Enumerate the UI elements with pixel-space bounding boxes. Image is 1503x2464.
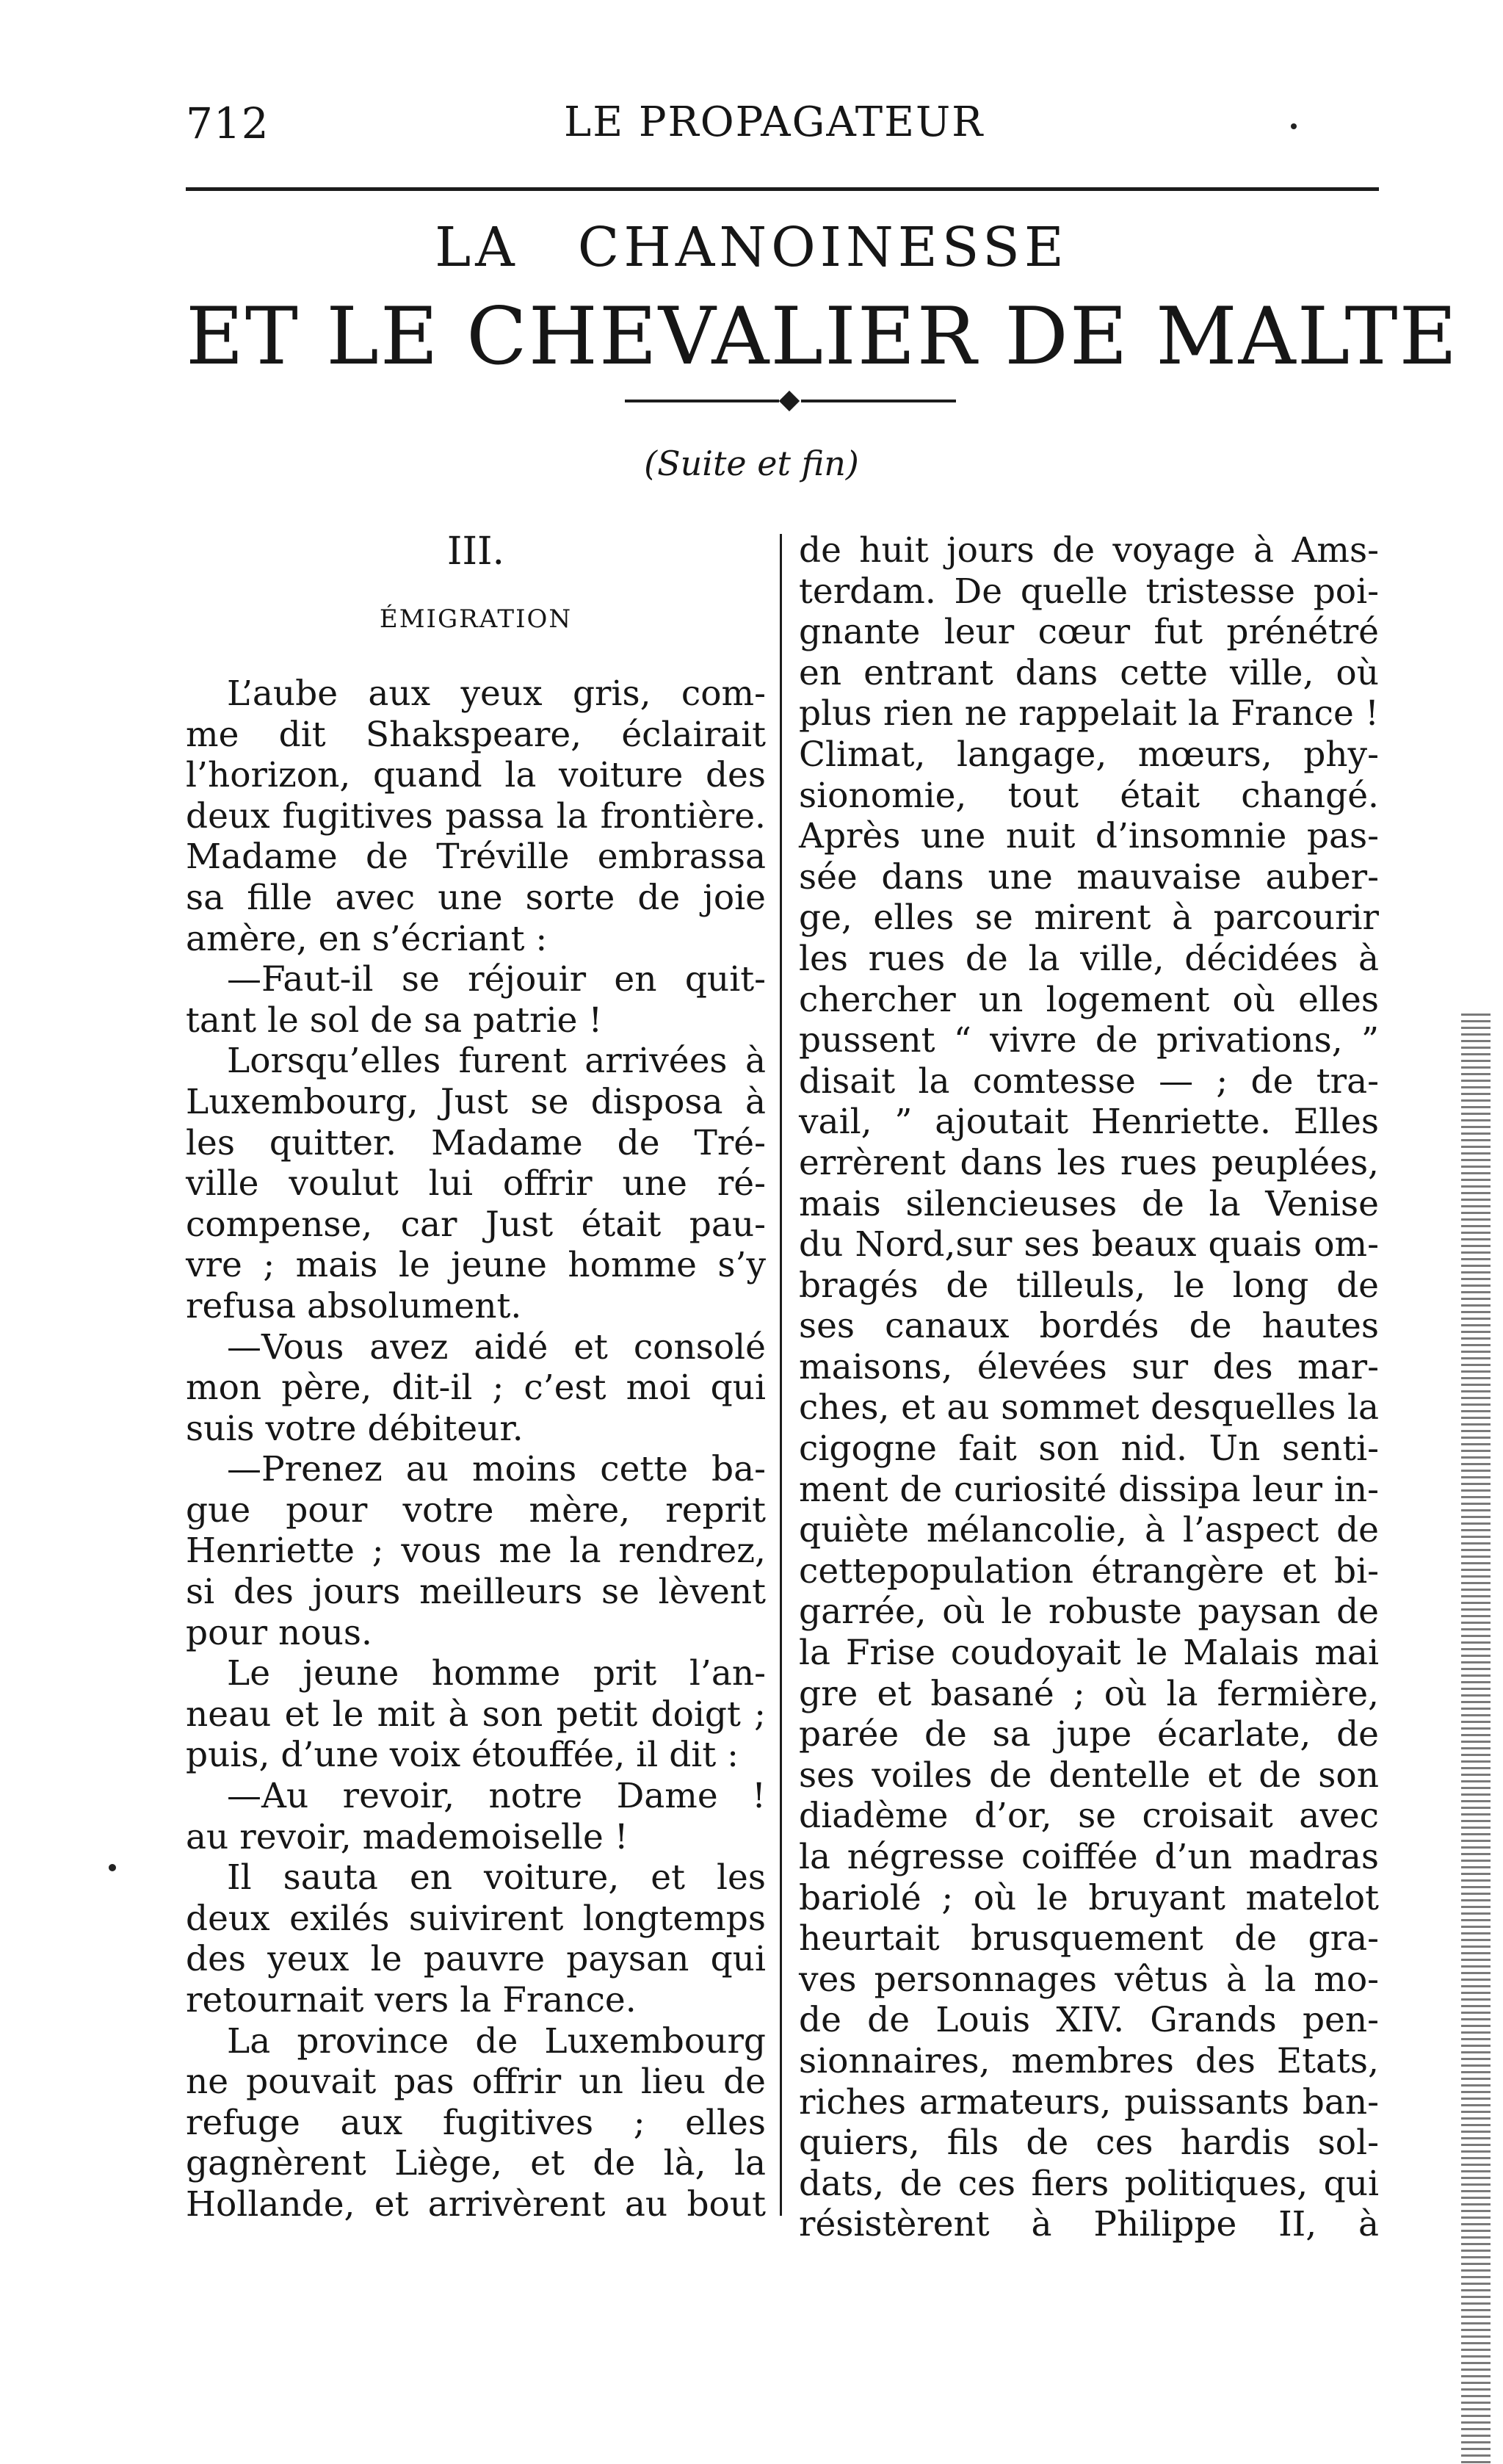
- text-line: sa fille avec une sorte de joie: [186, 877, 766, 918]
- text-line: gagnèrent Liège, et de là, la: [186, 2143, 766, 2184]
- text-line: bariolé ; où le bruyant matelot: [799, 1877, 1379, 1918]
- text-line: La province de Luxembourg: [227, 2020, 766, 2062]
- text-line: Il sauta en voiture, et les: [227, 1857, 766, 1898]
- left-column: [186, 673, 766, 2225]
- title-line-2: ET LE CHEVALIER DE MALTE: [186, 291, 1459, 383]
- text-line: ment de curiosité dissipa leur in-: [799, 1469, 1379, 1510]
- text-line: mon père, dit-il ; c’est moi qui: [186, 1368, 766, 1409]
- text-line: ses voiles de dentelle et de son: [799, 1755, 1379, 1796]
- text-line: sionomie, tout était changé.: [799, 775, 1379, 816]
- text-line: heurtait brusquement de gra-: [799, 1918, 1379, 1959]
- text-line: Henriette ; vous me la rendrez,: [186, 1531, 766, 1572]
- right-column: [799, 530, 1379, 2245]
- header-dot: [1291, 123, 1297, 129]
- text-line: cigogne fait son nid. Un senti-: [799, 1428, 1379, 1470]
- text-line: compense, car Just était pau-: [186, 1204, 766, 1245]
- text-line: Madame de Tréville embrassa: [186, 837, 766, 878]
- text-line: deux fugitives passa la frontière.: [186, 795, 766, 837]
- text-line: ville voulut lui offrir une ré-: [186, 1163, 766, 1204]
- text-line: la Frise coudoyait le Malais mai: [799, 1633, 1379, 1674]
- text-line: dats, de ces fiers politiques, qui: [799, 2163, 1379, 2204]
- text-line: sée dans une mauvaise auber-: [799, 856, 1379, 897]
- text-line: —Vous avez aidé et consolé: [227, 1326, 766, 1368]
- text-line: l’horizon, quand la voiture des: [186, 755, 766, 796]
- text-line: des yeux le pauvre paysan qui: [186, 1939, 766, 1980]
- header-rule: [186, 187, 1379, 191]
- text-line: Le jeune homme prit l’an-: [227, 1653, 766, 1694]
- text-line: gue pour votre mère, reprit: [186, 1489, 766, 1531]
- text-line: si des jours meilleurs se lèvent: [186, 1572, 766, 1613]
- text-line: refusa absolument.: [186, 1285, 522, 1326]
- text-line: bragés de tilleuls, le long de: [799, 1265, 1379, 1306]
- text-line: deux exilés suivirent longtemps: [186, 1898, 766, 1939]
- text-line: neau et le mit à son petit doigt ;: [186, 1694, 766, 1735]
- text-line: suis votre débiteur.: [186, 1408, 524, 1449]
- text-line: chercher un logement où elles: [799, 979, 1379, 1020]
- title-line-1: [0, 216, 1503, 279]
- running-title: LE PROPAGATEUR: [564, 98, 985, 146]
- text-line: maisons, élevées sur des mar-: [799, 1346, 1379, 1387]
- text-line: les quitter. Madame de Tré-: [186, 1122, 766, 1163]
- text-line: refuge aux fugitives ; elles: [186, 2102, 766, 2143]
- title-word-la: LA: [435, 216, 519, 279]
- text-line: tant le sol de sa patrie !: [186, 1000, 603, 1041]
- text-line: Lorsqu’elles furent arrivées à: [227, 1041, 766, 1082]
- text-line: terdam. De quelle tristesse poi-: [799, 571, 1379, 612]
- text-line: —Prenez au moins cette ba-: [227, 1449, 766, 1490]
- text-line: retournait vers la France.: [186, 1980, 637, 2020]
- text-line: amère, en s’écriant :: [186, 918, 548, 959]
- text-line: résistèrent à Philippe II, à: [799, 2204, 1379, 2245]
- text-line: quiers, fils de ces hardis sol-: [799, 2122, 1379, 2164]
- text-line: L’aube aux yeux gris, com-: [227, 673, 766, 714]
- chapter-number: III.: [446, 530, 505, 574]
- text-line: parée de sa jupe écarlate, de: [799, 1714, 1379, 1755]
- text-line: me dit Shakspeare, éclairait: [186, 714, 766, 755]
- text-line: Luxembourg, Just se disposa à: [186, 1081, 766, 1122]
- text-line: diadème d’or, se croisait avec: [799, 1796, 1379, 1837]
- text-line: gnante leur cœur fut prénétré: [799, 612, 1379, 653]
- text-line: ses canaux bordés de hautes: [799, 1306, 1379, 1347]
- text-line: pour nous.: [186, 1612, 372, 1653]
- text-line: de huit jours de voyage à Ams-: [799, 530, 1379, 571]
- text-line: ne pouvait pas offrir un lieu de: [186, 2062, 766, 2103]
- text-line: cettepopulation étrangère et bi-: [799, 1550, 1379, 1592]
- text-line: disait la comtesse — ; de tra-: [799, 1061, 1379, 1102]
- text-line: Après une nuit d’insomnie pas-: [799, 816, 1379, 857]
- text-line: Climat, langage, mœurs, phy-: [799, 734, 1379, 775]
- column-divider: [780, 534, 782, 2216]
- ornament-rule-right: [801, 400, 956, 402]
- chapter-heading: ÉMIGRATION: [379, 604, 573, 634]
- text-line: ches, et au sommet desquelles la: [799, 1387, 1379, 1428]
- text-line: gre et basané ; où la fermière,: [799, 1673, 1379, 1714]
- text-line: riches armateurs, puissants ban-: [799, 2081, 1379, 2122]
- text-line: en entrant dans cette ville, où: [799, 652, 1379, 693]
- margin-dot: [109, 1864, 116, 1871]
- text-line: vre ; mais le jeune homme s’y: [186, 1245, 766, 1286]
- text-line: sionnaires, membres des Etats,: [799, 2040, 1379, 2081]
- text-line: ves personnages vêtus à la mo-: [799, 1959, 1379, 2000]
- page-edge-strip: [1461, 1014, 1491, 2464]
- text-line: —Faut-il se réjouir en quit-: [227, 959, 766, 1000]
- text-line: mais silencieuses de la Venise: [799, 1183, 1379, 1224]
- text-line: vail, ” ajoutait Henriette. Elles: [799, 1102, 1379, 1143]
- text-line: pussent “ vivre de privations, ”: [799, 1020, 1379, 1061]
- subtitle: (Suite et fin): [644, 444, 859, 483]
- text-line: Hollande, et arrivèrent au bout: [186, 2183, 766, 2225]
- text-line: errèrent dans les rues peuplées,: [799, 1142, 1379, 1183]
- text-line: la négresse coiffée d’un madras: [799, 1837, 1379, 1877]
- text-line: les rues de la ville, décidées à: [799, 938, 1379, 979]
- text-line: de de Louis XIV. Grands pen-: [799, 2000, 1379, 2041]
- text-line: quiète mélancolie, à l’aspect de: [799, 1510, 1379, 1551]
- text-line: plus rien ne rappelait la France !: [799, 693, 1379, 734]
- title-word-chanoinesse: CHANOINESSE: [577, 216, 1068, 279]
- text-line: puis, d’une voix étouffée, il dit :: [186, 1735, 739, 1776]
- text-line: au revoir, mademoiselle !: [186, 1816, 629, 1857]
- text-line: du Nord,sur ses beaux quais om-: [799, 1224, 1379, 1265]
- ornament-rule-left: [625, 400, 779, 402]
- ornament-diamond-icon: [779, 391, 800, 411]
- text-line: garrée, où le robuste paysan de: [799, 1592, 1379, 1633]
- text-line: ge, elles se mirent à parcourir: [799, 897, 1379, 939]
- text-line: —Au revoir, notre Dame !: [227, 1776, 766, 1817]
- page-number: 712: [186, 98, 269, 148]
